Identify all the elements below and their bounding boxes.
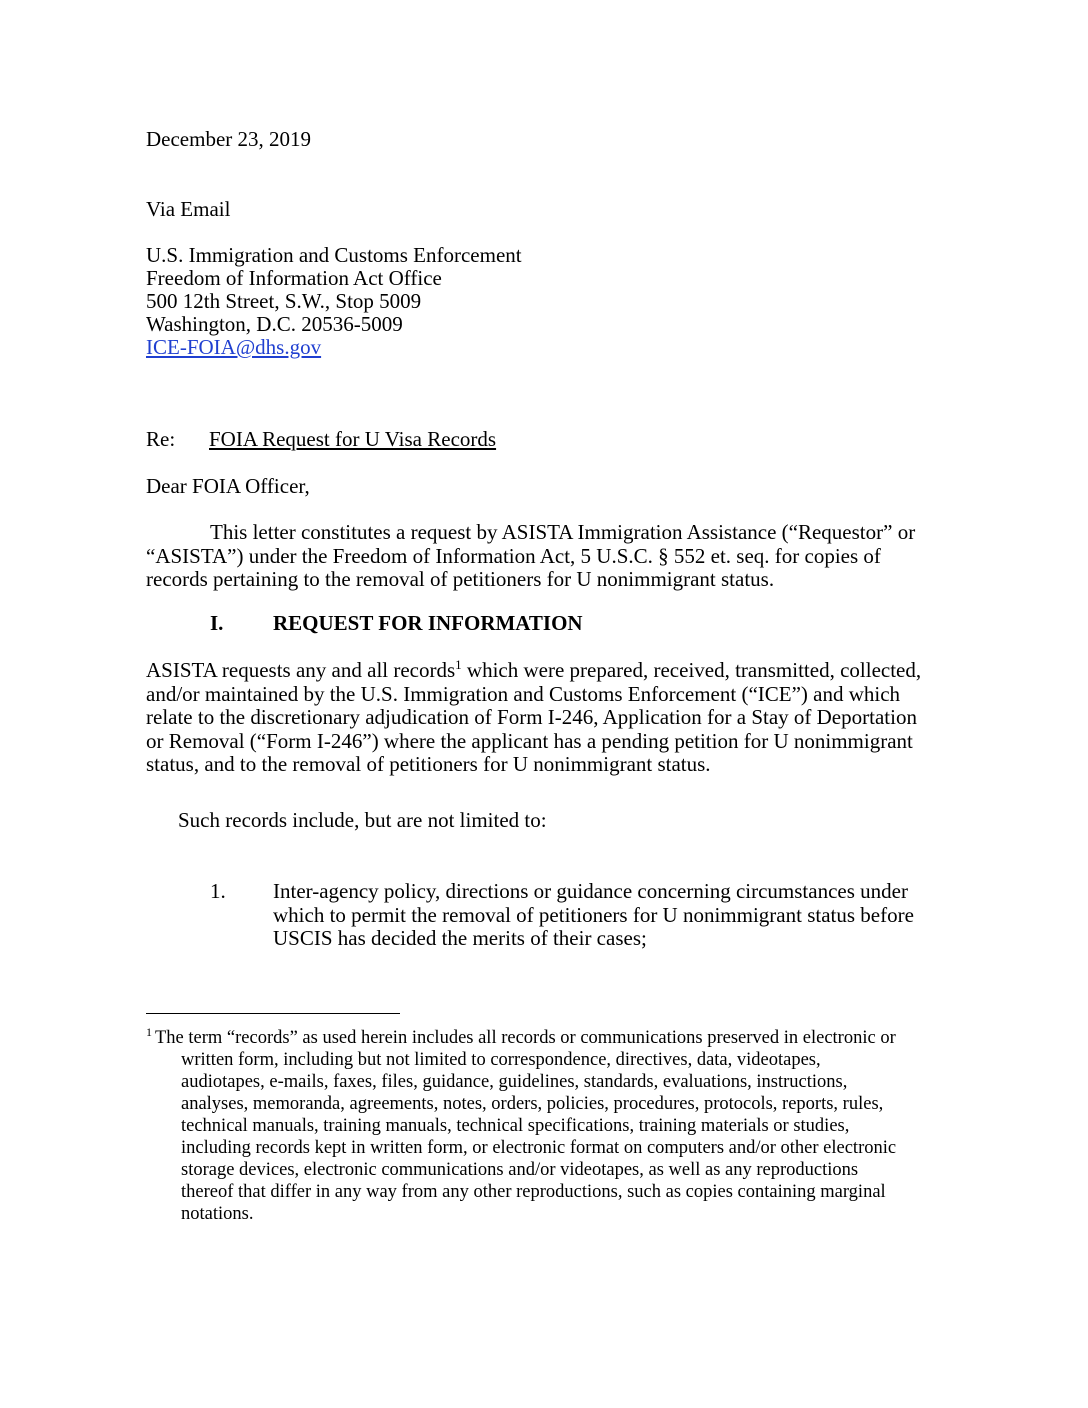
list-intro: Such records include, but are not limited to: (178, 808, 547, 832)
request-paragraph (146, 659, 946, 777)
footnote-line (146, 1027, 896, 1049)
footnote-separator (146, 1013, 400, 1014)
footnote-line: technical manuals, training manuals, technical specifications, training materials or studies, (181, 1116, 850, 1136)
recipient-address (146, 244, 522, 359)
recipient-email-link[interactable]: ICE-FOIA@dhs.gov (146, 335, 322, 359)
paragraph-text: ASISTA requests any and all records (146, 658, 456, 682)
section-number: I. (210, 611, 224, 635)
footnote-line: analyses, memoranda, agreements, notes, orders, policies, procedures, protocols, reports, rules, (181, 1094, 884, 1114)
subject-line (146, 428, 496, 451)
footnote-line: thereof that differ in any way from any other reproductions, such as copies containing marginal (181, 1182, 886, 1202)
list-item-body (273, 880, 914, 951)
paragraph-line: and/or maintained by the U.S. Immigration and Customs Enforcement (“ICE”) and which (146, 681, 901, 706)
address-line: Freedom of Information Act Office (146, 266, 442, 290)
paragraph-line: records pertaining to the removal of petitioners for U nonimmigrant status. (146, 567, 775, 591)
list-item-line: USCIS has decided the merits of their cases; (273, 926, 647, 950)
subject-text: FOIA Request for U Visa Records (209, 427, 497, 451)
section-title: REQUEST FOR INFORMATION (273, 611, 583, 635)
paragraph-line: This letter constitutes a request by ASISTA Immigration Assistance (“Requestor” or (210, 520, 916, 544)
footnote-marker: 1 (146, 1025, 152, 1039)
paragraph-line: or Removal (“Form I-246”) where the applicant has a pending petition for U nonimmigrant (146, 728, 913, 753)
address-line: U.S. Immigration and Customs Enforcement (146, 243, 522, 267)
footnote (146, 1027, 896, 1225)
paragraph-line: status, and to the removal of petitioners for U nonimmigrant status. (146, 752, 711, 776)
footnote-line: including records kept in written form, or electronic format on computers and/or other electronic (181, 1138, 897, 1158)
section-heading (210, 612, 583, 635)
address-line: Washington, D.C. 20536-5009 (146, 312, 403, 336)
list-item-line: which to permit the removal of petitioners for U nonimmigrant status before (273, 902, 914, 927)
delivery-method: Via Email (146, 197, 231, 221)
list-item-number: 1. (210, 879, 226, 903)
intro-paragraph (146, 521, 946, 592)
list-item-line: Inter-agency policy, directions or guidance concerning circumstances under (273, 879, 908, 903)
paragraph-text: which were prepared, received, transmitted, collected, (461, 658, 922, 682)
footnote-text: The term “records” as used herein includes all records or communications preserved in electronic or (155, 1028, 896, 1048)
paragraph-line: “ASISTA”) under the Freedom of Information Act, 5 U.S.C. § 552 et. seq. for copies of (146, 543, 881, 568)
footnote-reference[interactable]: 1 (455, 657, 462, 672)
footnote-line: written form, including but not limited to correspondence, directives, data, videotapes, (181, 1050, 821, 1070)
paragraph-line: relate to the discretionary adjudication of Form I-246, Application for a Stay of Deportation (146, 705, 917, 729)
address-line: 500 12th Street, S.W., Stop 5009 (146, 289, 422, 313)
salutation: Dear FOIA Officer, (146, 474, 310, 498)
paragraph-line (146, 659, 946, 683)
footnote-line: notations. (181, 1204, 254, 1224)
letter-date: December 23, 2019 (146, 127, 312, 151)
footnote-line: audiotapes, e-mails, faxes, files, guidance, guidelines, standards, evaluations, instructions, (181, 1072, 848, 1092)
footnote-line: storage devices, electronic communications and/or videotapes, as well as any reproductions (181, 1160, 859, 1180)
subject-label: Re: (146, 427, 176, 451)
